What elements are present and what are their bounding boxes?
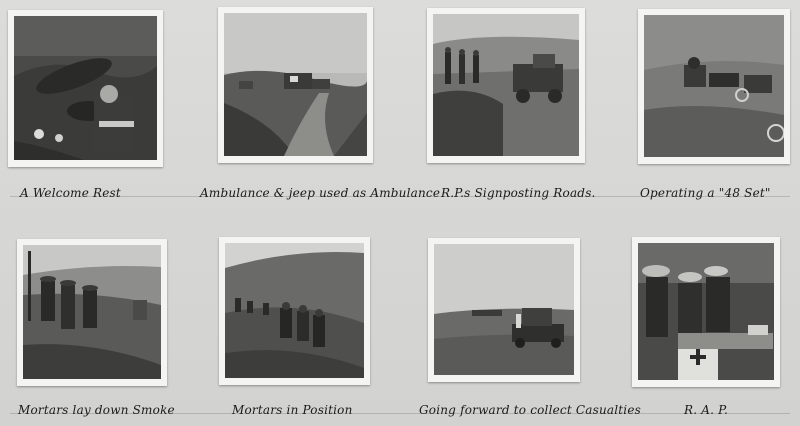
caption-operating-48-set: Operating a "48 Set": [640, 186, 771, 200]
caption-mortars-smoke: Mortars lay down Smoke: [18, 403, 175, 417]
photo-ambulance-image: [224, 13, 367, 156]
caption-collect-casualties: Going forward to collect Casualties: [419, 403, 642, 417]
photo-operating-48-set: [638, 9, 790, 164]
photo-rps-signposting: [427, 8, 585, 163]
photo-mortars-position-image: [225, 243, 364, 378]
photo-mortars-smoke-image: [23, 245, 161, 379]
photo-mortars-smoke: [17, 239, 167, 386]
photo-collect-casualties: [428, 238, 580, 382]
caption-welcome-rest: A Welcome Rest: [20, 186, 121, 200]
photo-ambulance-jeep: [218, 7, 373, 163]
photo-radio-operators-image: [644, 15, 784, 157]
photo-welcome-rest: [8, 10, 163, 167]
photo-signposting-image: [433, 14, 579, 156]
caption-ambulance-jeep: Ambulance & jeep used as Ambulance: [200, 186, 441, 200]
photo-rap: [632, 237, 780, 387]
photo-mortars-position: [219, 237, 370, 385]
photo-soldiers-resting-image: [14, 16, 157, 160]
caption-rap: R. A. P.: [684, 403, 729, 417]
photo-carrier-image: [434, 244, 574, 375]
photo-rap-image: [638, 243, 774, 380]
caption-rps-signposting: R.P.s Signposting Roads.: [441, 186, 596, 200]
caption-mortars-position: Mortars in Position: [232, 403, 353, 417]
